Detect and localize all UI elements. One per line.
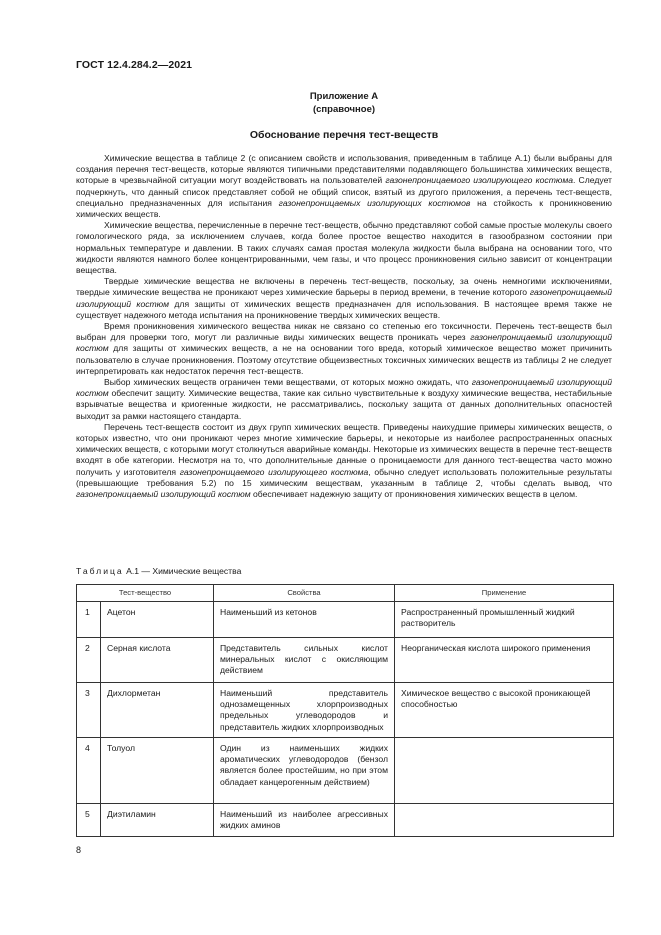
table-row (77, 602, 614, 638)
text-run: для защиты от химических веществ предназначен для использования. В настоящее время также не существует надежного метода испытания на проникновение твердых химических веществ. (76, 298, 612, 320)
paragraph-5 (76, 377, 612, 422)
body-text (76, 153, 612, 500)
paragraph-4 (76, 321, 612, 377)
paragraph-2: Химические вещества, перечисленные в перечне тест-веществ, обычно представляют собой самые простые молекулы своего гомологического ряда, за исключением случаев, когда более простое вещество находится в газообразном состоянии при нормальных температуре и давлении. В таких случаях самая простая молекула жидкости была выбрана на основании того, что жидкости являются намного более концентрированными, чем газы, и что процесс проникновения сильно зависит от концентрации вещества. (76, 220, 612, 276)
table-row (77, 804, 614, 837)
text-run: обеспечивает надежную защиту от проникновения химических веществ в целом. (250, 489, 578, 500)
header-properties: Свойства (214, 585, 395, 602)
text-run: Выбор химических веществ ограничен теми веществами, от которых можно ожидать, что (104, 377, 472, 388)
italic-term: газонепроницаемого изолирующего костюма (385, 175, 574, 186)
row-properties: Наименьший из кетонов (214, 602, 395, 638)
section-title: Обоснование перечня тест-веществ (249, 129, 439, 141)
table-caption-text: А.1 — Химические вещества (126, 566, 242, 576)
table-caption (76, 566, 241, 577)
appendix-heading (76, 90, 612, 116)
text-run: на стойкость к проникновению химических веществ. (76, 197, 612, 220)
row-application: Распространенный промышленный жидкий растворитель (395, 602, 614, 638)
text-run: Твердые химические вещества не включены в перечень тест-веществ, поскольку, за очень немногими исключениями, твердые химические вещества не проникают через химические барьеры в период времени, в течение которого (76, 276, 612, 298)
document-code: ГОСТ 12.4.284.2—2021 (76, 59, 193, 71)
row-number: 4 (77, 738, 101, 804)
row-properties: Наименьший из наиболее агрессивных жидких аминов (214, 804, 395, 837)
paragraph-1 (76, 153, 612, 220)
row-properties: Один из наименьших жидких ароматических углеводородов (бензол является более простейшим, но при этом обладает канцерогенным действием) (214, 738, 395, 804)
row-properties: Представитель сильных кислот минеральных кислот с окисляющим действием (214, 638, 395, 683)
row-substance: Серная кислота (101, 638, 214, 683)
row-application (395, 804, 614, 837)
appendix-title: Приложение А (309, 91, 379, 102)
row-number: 5 (77, 804, 101, 837)
row-substance: Толуол (101, 738, 214, 804)
appendix-subtitle: (справочное) (312, 104, 376, 115)
table-row (77, 638, 614, 683)
table-row (77, 683, 614, 738)
italic-term: газонепроницаемых изолирующих костюмов (278, 197, 471, 208)
row-application: Неорганическая кислота широкого применения (395, 638, 614, 683)
table-row (77, 738, 614, 804)
header-application: Применение (395, 585, 614, 602)
paragraph-3 (76, 276, 612, 321)
italic-term: газонепроницаемый изолирующий костюм (76, 489, 251, 500)
chemicals-table (76, 584, 614, 837)
italic-term: газонепроницаемый изолирующий костюм (76, 287, 612, 309)
italic-term: газонепроницаемый изолирующий костюм (76, 377, 613, 399)
table-caption-word: Таблица (76, 566, 124, 576)
row-properties: Наименьший представитель однозамещенных хлорпроизводных предельных углеводородов и представитель жидких хлорпроизводных (214, 683, 395, 738)
text-run: для защиты от химических веществ, а не на основании того вреда, который химическое вещество может причинить пользователю в случае проникновения. Поэтому отсутствие общеизвестных токсичных химических веществ из таблицы 2 не следует интерпретировать как недостаток перечня тест-веществ. (76, 343, 612, 376)
text-run: обеспечит защиту. Химические вещества, такие как сильно чувствительные к воздуху химические вещества, нестабильные взрывчатые вещества и криогенные жидкости, не рассматривались, поскольку защита от данных дополнительных опасностей выходит за рамки настоящего стандарта. (76, 388, 612, 421)
header-substance: Тест-вещество (77, 585, 214, 602)
paragraph-6 (76, 422, 612, 500)
row-application: Химическое вещество с высокой проникающей способностью (395, 683, 614, 738)
text-run: Химические вещества в таблице 2 (с описанием свойств и использования, приведенным в таблице А.1) были выбраны для создания перечня тест-веществ, которые являются типичными представителями подавляющего большинства химических веществ, которые в чрезвычайной ситуации могут воздействовать на пользователей (76, 153, 612, 186)
row-substance: Ацетон (101, 602, 214, 638)
row-substance: Диэтиламин (101, 804, 214, 837)
row-application (395, 738, 614, 804)
text-run: . Следует подчеркнуть, что данный список представляет собой не общий список, взятый из другого приложения, а перечень тест-веществ, специально предназначенных для испытания (76, 175, 612, 208)
row-number: 3 (77, 683, 101, 738)
page-number: 8 (76, 845, 82, 855)
italic-term: газонепроницаемый изолирующий костюм (76, 332, 613, 354)
italic-term: газонепроницаемого изолирующего костюма (179, 466, 369, 477)
text-run: Время проникновения химического вещества никак не связано со степенью его токсичности. Перечень тест-веществ был выбран для проверки того, могут ли различные виды химических веществ проникать через (76, 321, 612, 343)
row-number: 1 (77, 602, 101, 638)
text-run: , обычно следует использовать положительные результаты (превышающие требования 5.2) по 15 химическим веществам, указанным в таблице 2, чтобы сделать вывод, что (76, 466, 612, 488)
table-header-row (77, 585, 614, 602)
row-substance: Дихлорметан (101, 683, 214, 738)
text-run: Перечень тест-веществ состоит из двух групп химических веществ. Приведены наихудшие примеры химических веществ, о которых известно, что они проникают через многие химические барьеры, и некоторые из наиболее распространенных опасных химических веществ, с которыми могут столкнуться аварийные команды. Некоторые из химических веществ в перечне тест-веществ входят в обе категории. Несмотря на то, что дополнительные данные о проницаемости для данного тест-вещества часто можно получить у изготовителя (76, 421, 612, 477)
row-number: 2 (77, 638, 101, 683)
